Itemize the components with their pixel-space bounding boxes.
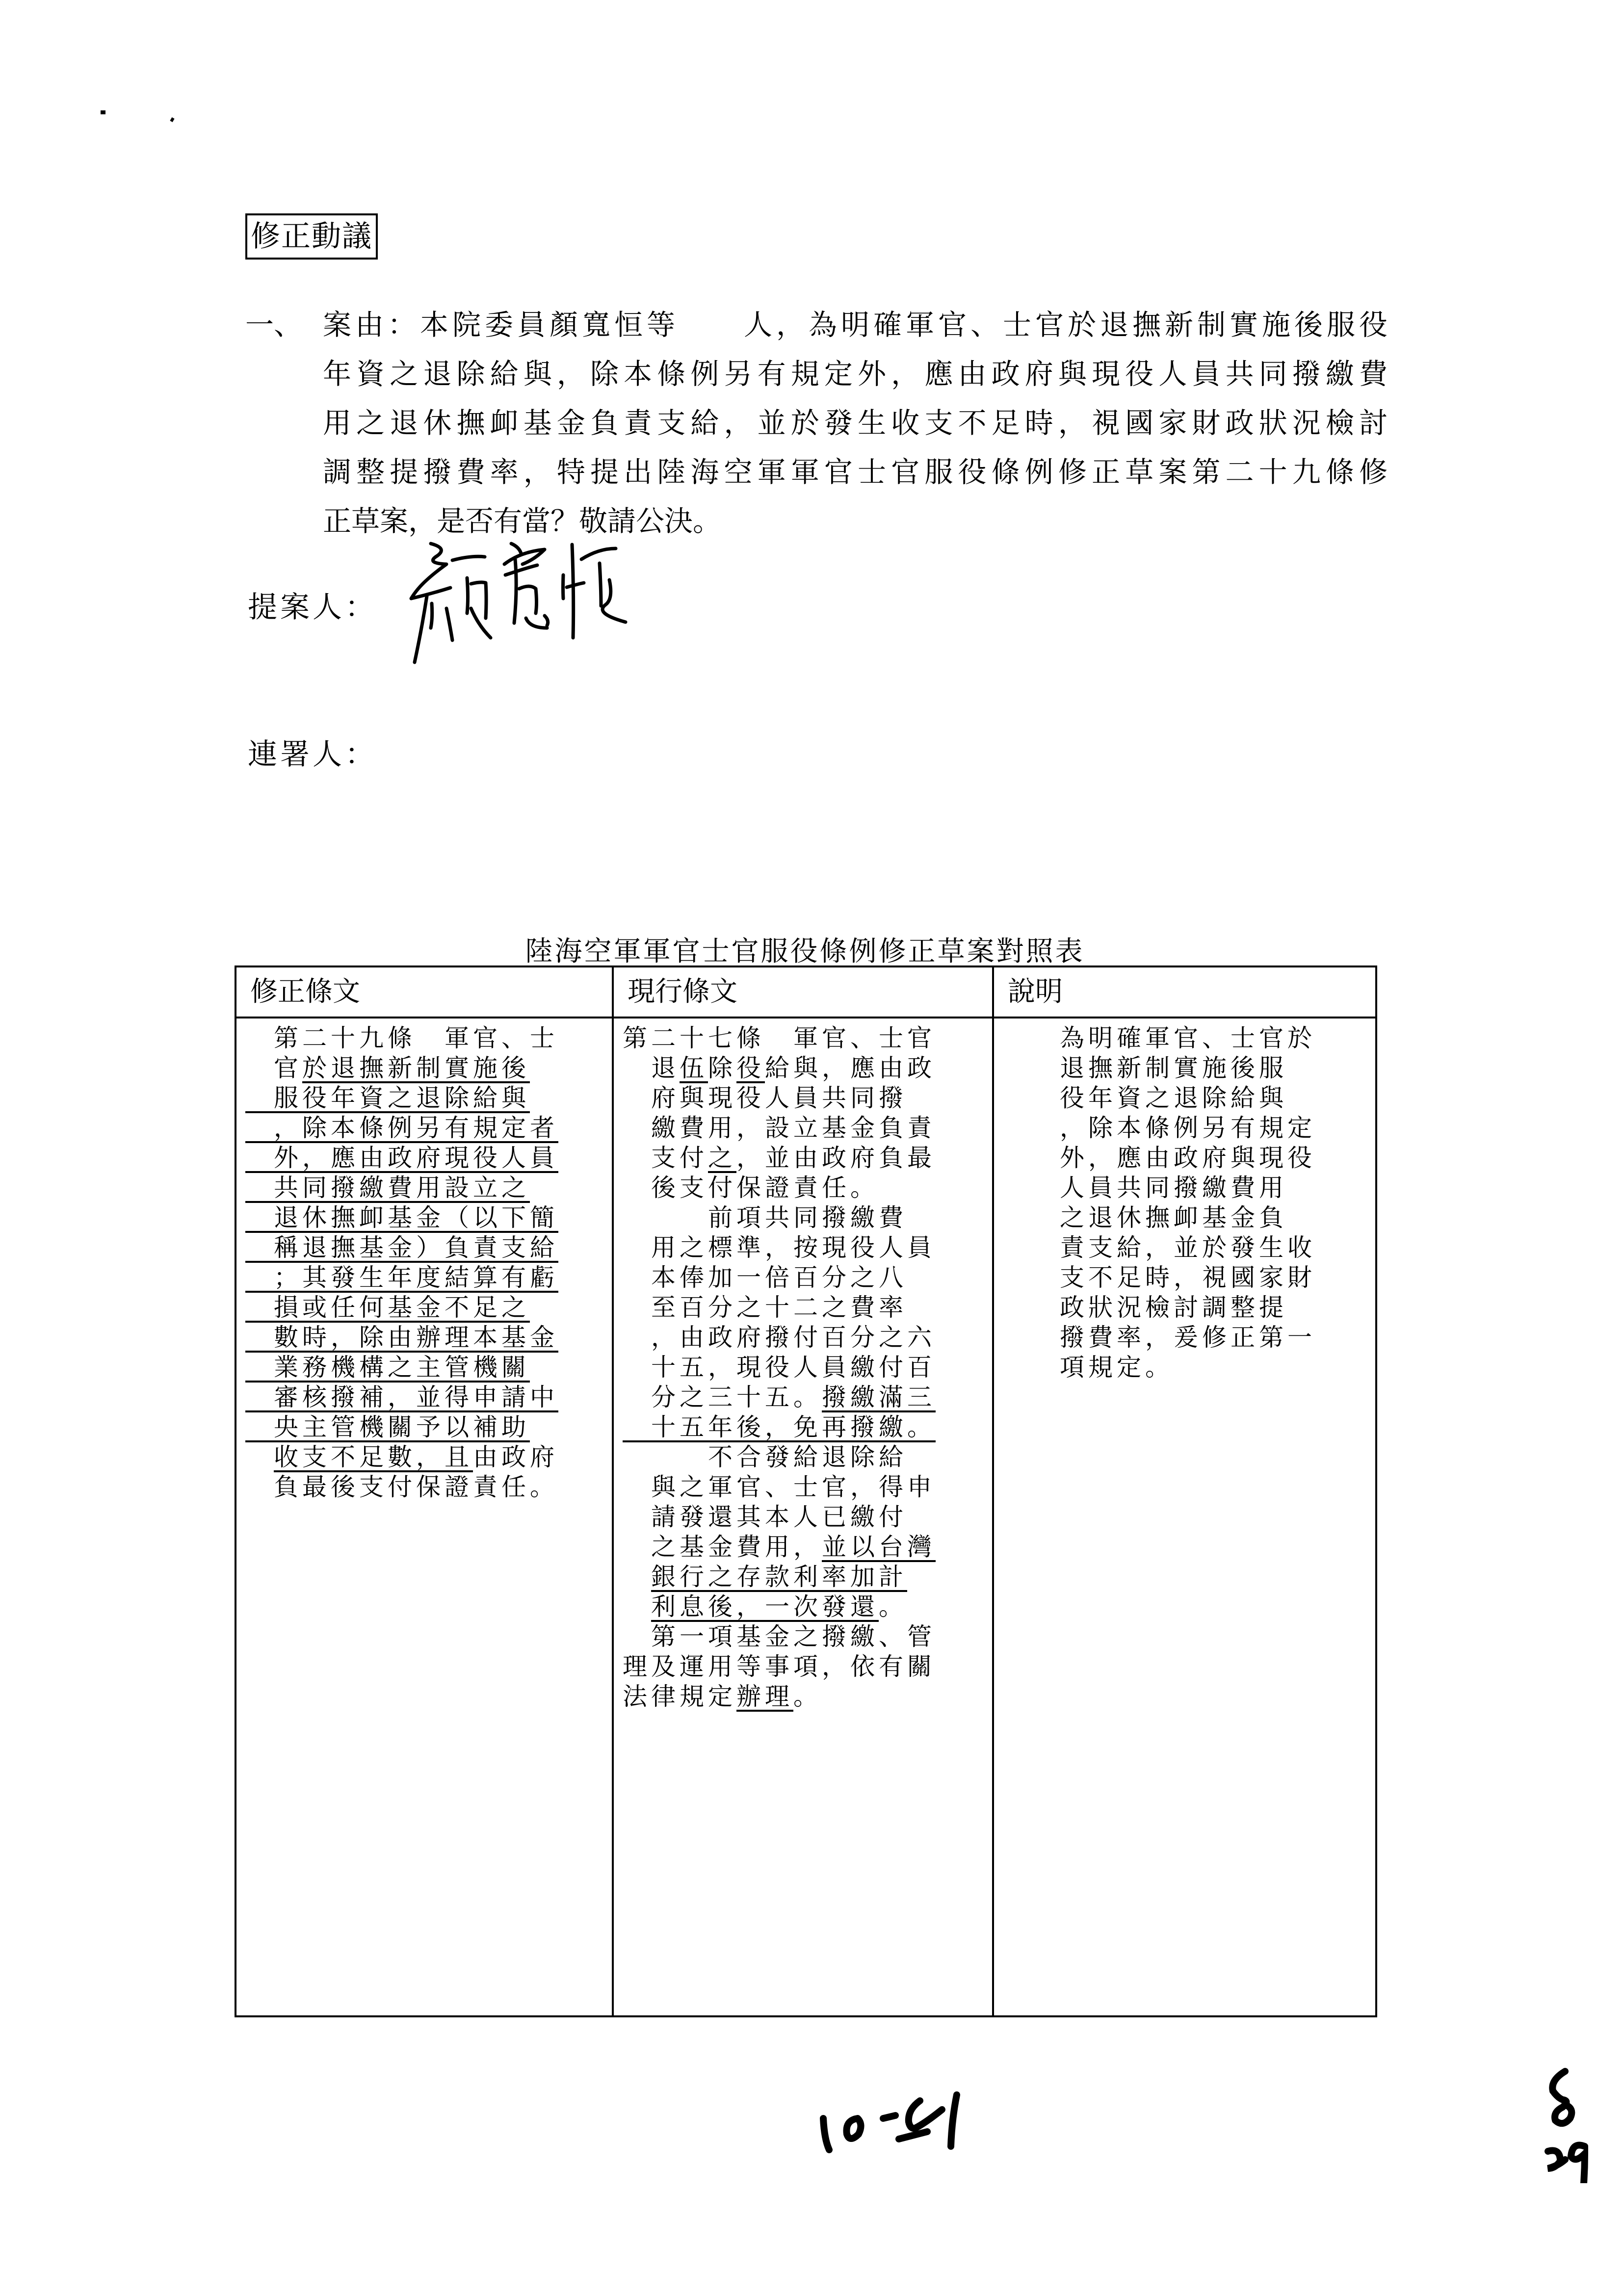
underlined-text: 服役年資之退除給與 [245, 1084, 530, 1112]
text-line: ，除本條例另有規定 [1003, 1114, 1316, 1142]
text-line [623, 1682, 983, 1712]
underlined-text: 之 [708, 1144, 736, 1172]
table-header-row [236, 966, 1376, 1018]
text-line [623, 1622, 983, 1652]
underlined-text: 役 [736, 1054, 765, 1082]
underlined-text: 業務機構之主管機關 [245, 1353, 530, 1382]
text-segment: 第二十七條 軍官、士官 [623, 1024, 936, 1052]
case-line: 年資之退除給與，除本條例另有規定外，應由政府與現役人員共同撥繳費 [323, 357, 1388, 391]
text-line: 人員共同撥繳費用 [1003, 1174, 1287, 1202]
underlined-text: 外，應由政府現役人員 [245, 1144, 558, 1172]
text-line [623, 1472, 983, 1502]
text-line [623, 1562, 983, 1592]
underlined-text: 退休撫卹基金（以下簡 [245, 1203, 558, 1232]
text-line [623, 1143, 983, 1173]
text-line: 役年資之退除給與 [1003, 1084, 1287, 1112]
text-segment [245, 1443, 274, 1471]
text-segment: 。 [793, 1682, 822, 1711]
header-amended: 修正條文 [236, 966, 613, 1018]
text-line [623, 1293, 983, 1323]
text-line [623, 1532, 983, 1562]
text-line [623, 1203, 983, 1233]
text-line [623, 1652, 983, 1682]
text-segment: ，由政府撥付百分之六 [623, 1323, 936, 1352]
underlined-text: 損或任何基金不足之 [245, 1293, 530, 1322]
text-segment: 。 [879, 1592, 907, 1621]
text-segment: 之基金費用， [623, 1533, 822, 1561]
underlined-text: 審核撥補，並得申請中 [245, 1383, 558, 1411]
current-article-cell [614, 1018, 992, 1712]
text-segment: 理及運用等事項，依有關 [623, 1652, 936, 1681]
text-line: 外，應由政府與現役 [1003, 1144, 1316, 1172]
underlined-text: 並以台灣 [822, 1533, 936, 1561]
underlined-text: 共同撥繳費用設立之 [245, 1174, 530, 1202]
text-line [245, 1442, 603, 1472]
text-line [623, 1592, 983, 1622]
amended-article-cell [236, 1018, 612, 1502]
text-line: 退撫新制實施後服 [1003, 1054, 1287, 1082]
text-line [623, 1442, 983, 1472]
underlined-text: 撥繳滿三 [822, 1383, 936, 1411]
text-segment: 用之標準，按現役人員 [623, 1233, 936, 1262]
proposer-signature [397, 535, 653, 677]
text-line [623, 1023, 983, 1053]
underlined-text: 辦理 [736, 1682, 793, 1711]
text-line: 政狀況檢討調整提 [1003, 1293, 1287, 1322]
text-segment: 與之軍官、士官，得申 [623, 1473, 936, 1501]
underlined-text: 數時，除由辦理本基金 [245, 1323, 558, 1352]
text-line [623, 1053, 983, 1083]
text-line [245, 1173, 603, 1203]
text-line: 為明確軍官、士官於 [1003, 1024, 1316, 1052]
text-line [623, 1353, 983, 1383]
underlined-text: ；其發生年度結算有虧 [245, 1263, 558, 1292]
text-segment [623, 1592, 651, 1621]
underlined-text: 伍 [680, 1054, 708, 1082]
scan-speck [101, 110, 105, 114]
text-line [245, 1353, 603, 1383]
text-line [623, 1233, 983, 1263]
text-segment: 前項共同撥繳費 [623, 1203, 907, 1232]
text-line [623, 1113, 983, 1143]
text-line [245, 1263, 603, 1293]
underlined-text: 央主管機關予以補助 [245, 1413, 530, 1441]
cosigner-label: 連署人： [248, 737, 377, 772]
text-line [245, 1083, 603, 1113]
case-line: 用之退休撫卹基金負責支給，並於發生收支不足時，視國家財政狀況檢討 [323, 406, 1388, 440]
text-segment: ，並由政府負最 [736, 1144, 936, 1172]
underlined-text: 利息後，一次發還 [651, 1592, 879, 1621]
text-line [245, 1293, 603, 1323]
text-segment: 由政府 [473, 1443, 558, 1471]
header-current: 現行條文 [613, 966, 993, 1018]
text-line [245, 1053, 603, 1083]
text-line: 項規定。 [1003, 1353, 1174, 1382]
comparison-table [235, 965, 1377, 2017]
text-line [623, 1383, 983, 1412]
underlined-text: 收支不足數，且 [274, 1443, 473, 1471]
text-line [623, 1263, 983, 1293]
text-line [245, 1472, 603, 1502]
table-row [236, 1018, 1376, 2016]
text-line [623, 1323, 983, 1353]
text-segment: 給與，應由政 [765, 1054, 936, 1082]
text-line [245, 1383, 603, 1412]
comparison-table-title: 陸海空軍軍官士官服役條例修正草案對照表 [525, 936, 1085, 967]
text-line [245, 1023, 603, 1053]
text-line: 撥費率，爰修正第一 [1003, 1323, 1316, 1352]
underlined-text: ，除本條例另有規定者 [245, 1114, 558, 1142]
text-segment: 十五，現役人員繳付百 [623, 1353, 936, 1382]
text-segment: 請發還其本人已繳付 [623, 1503, 907, 1531]
text-segment: 後支付保證責任。 [623, 1174, 879, 1202]
text-line [245, 1203, 603, 1233]
text-segment: 第二十九條 軍官、士 [245, 1024, 558, 1052]
text-line [623, 1083, 983, 1113]
text-segment: 分之三十五。 [623, 1383, 822, 1411]
text-line [623, 1412, 983, 1442]
motion-label: 修正動議 [251, 219, 372, 254]
handwritten-page-number [1541, 2065, 1595, 2183]
text-line: 支不足時，視國家財 [1003, 1263, 1316, 1292]
text-line [245, 1233, 603, 1263]
text-line [623, 1173, 983, 1203]
text-segment: 第一項基金之撥繳、管 [623, 1622, 936, 1651]
underlined-text: 十五年後，免再撥繳。 [623, 1413, 936, 1441]
scan-speck [170, 117, 174, 122]
case-number: 一、 [245, 308, 303, 341]
text-segment [623, 1563, 651, 1591]
text-segment: 府與現役人員共同撥 [623, 1084, 907, 1112]
underlined-text: 稱退撫基金）負責支給 [245, 1233, 558, 1262]
text-segment: 負最後支付保證責任。 [245, 1473, 558, 1501]
header-explanation: 說明 [993, 966, 1376, 1018]
explanation-cell [994, 1018, 1375, 1383]
text-segment: 法律規定 [623, 1682, 736, 1711]
case-body [323, 300, 1388, 546]
text-line: 之退休撫卹基金負 [1003, 1203, 1287, 1232]
text-line [245, 1323, 603, 1353]
text-line [245, 1113, 603, 1143]
text-line [245, 1143, 603, 1173]
proposer-label: 提案人： [248, 590, 377, 625]
text-segment: 繳費用，設立基金負責 [623, 1114, 936, 1142]
text-line [623, 1502, 983, 1532]
motion-label-box [245, 213, 378, 260]
text-segment: 至百分之十二之費率 [623, 1293, 907, 1322]
underlined-text: 於退撫新制實施後 [302, 1054, 530, 1082]
text-segment: 支付 [623, 1144, 708, 1172]
handwritten-page-code [814, 2085, 971, 2164]
text-segment: 不合發給退除給 [623, 1443, 907, 1471]
text-segment: 官 [245, 1054, 302, 1082]
text-line [245, 1412, 603, 1442]
text-line: 責支給，並於發生收 [1003, 1233, 1316, 1262]
text-segment: 除 [708, 1054, 736, 1082]
text-segment: 退 [623, 1054, 680, 1082]
case-line: 調整提撥費率，特提出陸海空軍軍官士官服役條例修正草案第二十九條修 [323, 455, 1388, 489]
case-line: 案由：本院委員顏寬恒等 人，為明確軍官、士官於退撫新制實施後服役 [323, 308, 1388, 341]
text-segment: 本俸加一倍百分之八 [623, 1263, 907, 1292]
underlined-text: 銀行之存款利率加計 [651, 1563, 907, 1591]
case-line: 正草案，是否有當？敬請公決。 [323, 504, 722, 538]
